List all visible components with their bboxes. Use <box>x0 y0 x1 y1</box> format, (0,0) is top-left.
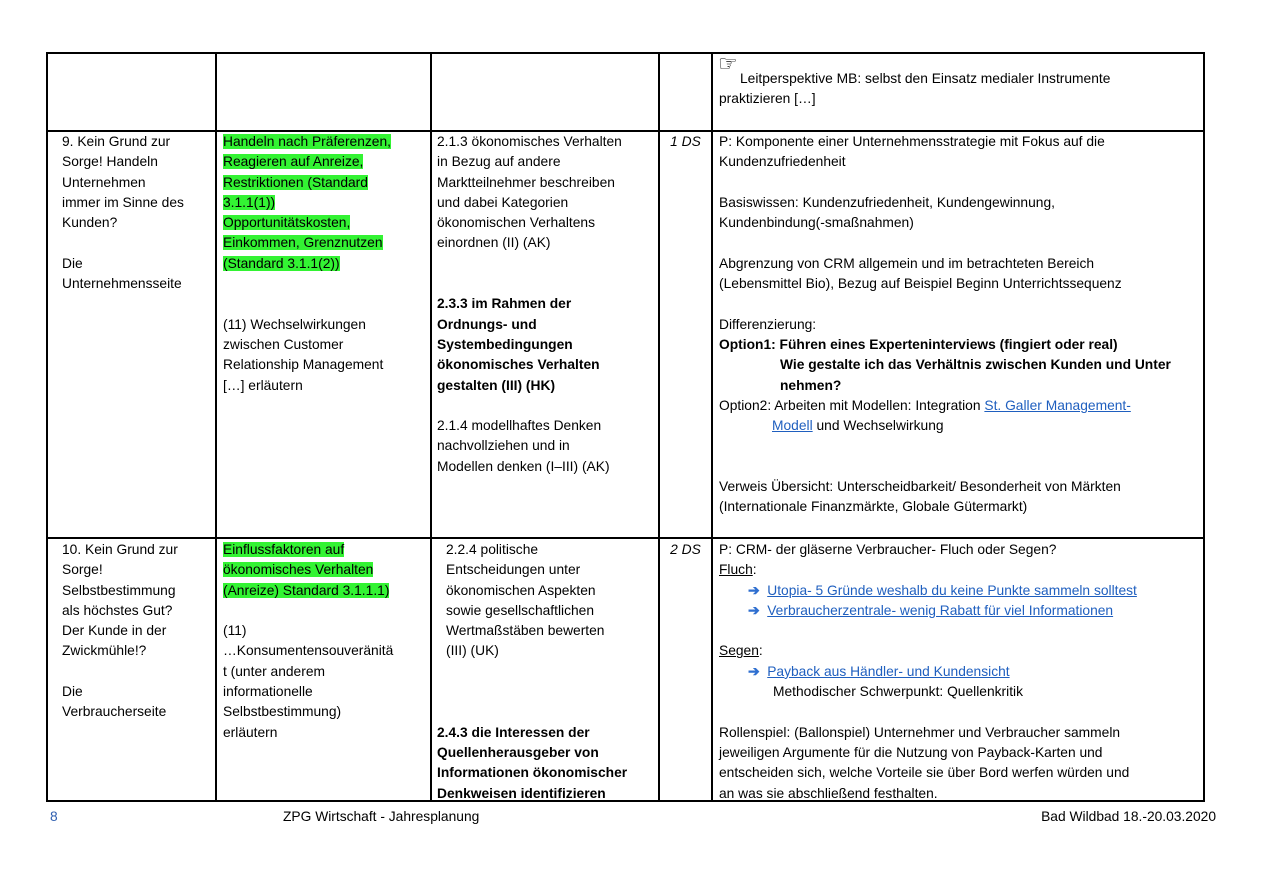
text-line <box>223 702 393 722</box>
text-line <box>719 662 1137 682</box>
text-span: …Konsumentensouveränitä <box>223 643 394 659</box>
planning-table <box>46 52 1205 802</box>
text-line <box>437 193 622 213</box>
text-span: jeweiligen Argumente für die Nutzung von Payback-Karten und <box>719 744 1103 760</box>
text-span: Quellenherausgeber von <box>437 744 599 760</box>
text-span: Einflussfaktoren auf <box>223 542 345 557</box>
text-span: (Standard 3.1.1(2)) <box>223 255 340 271</box>
text-line <box>437 254 622 274</box>
link[interactable]: Verbraucherzentrale- wenig Rabatt für viel Informationen <box>767 602 1114 618</box>
text-line <box>437 560 627 580</box>
row3-topic-cell <box>62 540 178 723</box>
text-line <box>223 213 391 233</box>
link[interactable]: Modell <box>772 418 813 434</box>
text-line <box>437 702 627 722</box>
text-span: Leitperspektive MB: selbst den Einsatz medialer Instrumente <box>740 71 1111 86</box>
text-line <box>223 173 391 193</box>
text-line <box>62 641 178 661</box>
text-line <box>719 763 1137 783</box>
text-span: als höchstes Gut? <box>62 602 173 618</box>
text-span: (11) Wechselwirkungen <box>223 316 366 332</box>
text-line <box>437 621 627 641</box>
text-span: erläutern <box>223 724 278 740</box>
text-span: informationelle <box>223 684 313 700</box>
text-line <box>437 152 622 172</box>
arrow-right-icon: ➔ <box>748 582 760 598</box>
text-line <box>719 641 1137 661</box>
text-span: Verbraucherseite <box>62 704 167 720</box>
row3-competencies-cell <box>437 540 627 804</box>
text-span: entscheiden sich, welche Vorteile sie über Bord werfen würden und <box>719 765 1130 781</box>
text-span: ökonomischen Verhaltens <box>437 215 595 231</box>
text-line <box>62 254 184 274</box>
row2-competencies-cell <box>437 132 622 477</box>
text-span: Selbstbestimmung <box>62 582 176 598</box>
row2-standards-cell <box>223 132 391 396</box>
text-line <box>223 193 391 213</box>
text-span: Entscheidungen unter <box>446 562 581 578</box>
text-span: 2.3.3 im Rahmen der <box>437 296 572 312</box>
text-line <box>437 784 627 804</box>
text-span: Option1: Führen eines Experteninterviews (fingiert oder real) <box>719 336 1118 352</box>
text-span: Verweis Übersicht: Unterscheidbarkeit/ Besonderheit von Märkten <box>719 479 1121 495</box>
text-span: ökonomisches Verhalten <box>437 357 600 373</box>
text-line <box>437 662 627 682</box>
text-span: praktizieren […] <box>719 91 816 107</box>
text-line <box>719 254 1171 274</box>
text-line <box>437 540 627 560</box>
text-span: Die <box>62 684 83 700</box>
text-span: Sorge! Handeln <box>62 154 158 170</box>
text-span: (III) (UK) <box>446 643 499 659</box>
text-line <box>719 69 1110 89</box>
text-line <box>437 335 622 355</box>
text-line <box>62 621 178 641</box>
link[interactable]: Utopia- 5 Gründe weshalb du keine Punkte sammeln solltest <box>767 582 1137 598</box>
text-line <box>437 601 627 621</box>
text-line <box>223 233 391 253</box>
text-line <box>719 416 1171 436</box>
text-line <box>62 213 184 233</box>
text-line <box>719 213 1171 233</box>
text-span: einordnen (II) (AK) <box>437 235 551 251</box>
text-span: sowie gesellschaftlichen <box>446 602 595 618</box>
text-span: Restriktionen (Standard <box>223 174 368 190</box>
text-line <box>719 682 1137 702</box>
text-span: nachvollziehen und in <box>437 438 570 454</box>
text-span: Kunden? <box>62 215 118 231</box>
text-span: immer im Sinne des <box>62 194 184 210</box>
text-line <box>719 723 1137 743</box>
text-span: Die <box>62 255 83 271</box>
text-line <box>437 682 627 702</box>
text-span: Relationship Management <box>223 357 384 373</box>
text-span: P: Komponente einer Unternehmensstrategie mit Fokus auf die <box>719 134 1105 149</box>
text-line <box>719 376 1171 396</box>
text-line <box>719 355 1171 375</box>
row1-right-cell <box>719 69 1110 110</box>
text-line <box>223 274 391 294</box>
text-line <box>62 173 184 193</box>
text-line <box>719 89 1110 109</box>
text-line <box>660 540 711 560</box>
text-line <box>719 601 1137 621</box>
text-line <box>62 702 178 722</box>
text-span: : <box>758 643 763 659</box>
footer-location-date: Bad Wildbad 18.-20.03.2020 <box>1041 809 1216 824</box>
text-line <box>223 682 393 702</box>
text-span: Informationen ökonomischer <box>437 765 628 781</box>
text-span: Zwickmühle!? <box>62 643 147 659</box>
text-line <box>719 497 1171 517</box>
text-line <box>719 621 1137 641</box>
text-line <box>223 355 391 375</box>
text-line <box>62 233 184 253</box>
text-span: […] erläutern <box>223 377 303 393</box>
text-line <box>62 560 178 580</box>
text-span: Opportunitätskosten, <box>223 215 351 231</box>
text-line <box>719 560 1137 580</box>
text-span: in Bezug auf andere <box>437 154 561 170</box>
text-line <box>62 152 184 172</box>
text-line <box>719 457 1171 477</box>
text-line <box>719 702 1137 722</box>
text-line <box>719 784 1137 804</box>
text-line <box>223 560 393 580</box>
text-span: Wie gestalte ich das Verhältnis zwischen Kunden und Unter <box>780 357 1171 373</box>
text-line <box>719 193 1171 213</box>
text-line <box>719 436 1171 456</box>
text-line <box>437 294 622 314</box>
link[interactable]: Payback aus Händler- und Kundensicht <box>767 663 1010 679</box>
text-line <box>223 376 391 396</box>
text-span: Modellen denken (I–III) (AK) <box>437 458 610 474</box>
text-span: 2.2.4 politische <box>446 542 539 557</box>
text-span: gestalten (III) (HK) <box>437 377 556 393</box>
text-line <box>62 662 178 682</box>
text-span: Unternehmensseite <box>62 276 182 292</box>
text-span: und dabei Kategorien <box>437 194 569 210</box>
text-line <box>437 581 627 601</box>
text-span: 2.1.4 modellhaftes Denken <box>437 418 602 434</box>
text-line <box>437 173 622 193</box>
text-span: (Anreize) Standard 3.1.1.1) <box>223 582 390 598</box>
text-line <box>62 274 184 294</box>
text-line <box>437 376 622 396</box>
text-line <box>437 213 622 233</box>
text-line <box>719 335 1171 355</box>
text-line <box>719 132 1171 152</box>
text-span: Marktteilnehmer beschreiben <box>437 174 615 190</box>
text-span: (Internationale Finanzmärkte, Globale Gütermarkt) <box>719 499 1028 515</box>
text-line <box>437 641 627 661</box>
text-line <box>437 416 622 436</box>
text-span: ökonomisches Verhalten <box>223 562 374 578</box>
text-line <box>223 152 391 172</box>
text-line <box>223 254 391 274</box>
text-span: Fluch <box>719 562 753 578</box>
text-line <box>437 132 622 152</box>
text-span: nehmen? <box>780 377 842 393</box>
text-span: Reagieren auf Anreize, <box>223 154 364 170</box>
text-line <box>437 233 622 253</box>
text-span: ökonomischen Aspekten <box>446 582 596 598</box>
text-span: 1 DS <box>670 134 701 149</box>
text-line <box>437 355 622 375</box>
text-span: Der Kunde in der <box>62 623 167 639</box>
text-span: Sorge! <box>62 562 103 578</box>
text-line <box>719 477 1171 497</box>
text-line <box>437 274 622 294</box>
text-span: Option2: Arbeiten mit Modellen: Integration <box>719 397 985 413</box>
text-line <box>223 662 393 682</box>
text-span: Basiswissen: Kundenzufriedenheit, Kundengewinnung, <box>719 194 1055 210</box>
text-line <box>719 396 1171 416</box>
text-span: Wertmaßstäben bewerten <box>446 623 605 639</box>
text-line <box>62 601 178 621</box>
text-span: Abgrenzung von CRM allgemein und im betrachteten Bereich <box>719 255 1095 271</box>
text-span: P: CRM- der gläserne Verbraucher- Fluch oder Segen? <box>719 542 1057 557</box>
text-line <box>719 173 1171 193</box>
row2-notes-cell <box>719 132 1171 518</box>
text-span: Einkommen, Grenznutzen <box>223 235 383 251</box>
text-line <box>223 621 393 641</box>
text-line <box>223 540 393 560</box>
text-span: Denkweisen identifizieren <box>437 785 606 801</box>
text-line <box>719 315 1171 335</box>
text-line <box>223 294 391 314</box>
text-line <box>437 457 622 477</box>
text-line <box>223 601 393 621</box>
text-span: (Lebensmittel Bio), Bezug auf Beispiel Beginn Unterrichtssequenz <box>719 276 1122 292</box>
text-line <box>223 581 393 601</box>
text-line <box>719 274 1171 294</box>
text-line <box>223 315 391 335</box>
arrow-right-icon: ➔ <box>748 663 760 679</box>
text-line <box>223 335 391 355</box>
text-span: Systembedingungen <box>437 336 573 352</box>
text-span: Handeln nach Präferenzen, <box>223 134 391 149</box>
text-line <box>223 641 393 661</box>
text-line <box>62 682 178 702</box>
row2-topic-cell <box>62 132 184 294</box>
text-span: (11) <box>223 623 247 639</box>
text-span: Selbstbestimmung) <box>223 704 342 720</box>
text-span: 2.1.3 ökonomisches Verhalten <box>437 134 622 149</box>
text-span: : <box>752 562 757 578</box>
row2-duration-cell <box>660 132 711 152</box>
text-line <box>719 233 1171 253</box>
text-line <box>437 396 622 416</box>
text-line <box>719 294 1171 314</box>
link[interactable]: St. Galler Management- <box>984 397 1131 413</box>
text-line <box>437 723 627 743</box>
text-line <box>437 436 622 456</box>
text-span: an was sie abschließend festhalten. <box>719 785 938 801</box>
text-line <box>223 132 391 152</box>
row3-standards-cell <box>223 540 393 743</box>
text-span: und Wechselwirkung <box>812 418 944 434</box>
text-line <box>437 743 627 763</box>
text-span: t (unter anderem <box>223 663 325 679</box>
text-span: 2 DS <box>670 542 701 557</box>
text-span: 3.1.1(1)) <box>223 194 276 210</box>
text-line <box>719 152 1171 172</box>
pointing-hand-icon: ☞ <box>718 51 738 76</box>
text-line <box>719 743 1137 763</box>
footer-title: ZPG Wirtschaft - Jahresplanung <box>283 809 480 824</box>
arrow-right-icon: ➔ <box>748 602 760 618</box>
text-line <box>62 193 184 213</box>
text-span: Rollenspiel: (Ballonspiel) Unternehmer und Verbraucher sammeln <box>719 724 1121 740</box>
text-span: Ordnungs- und <box>437 316 537 332</box>
text-line <box>223 723 393 743</box>
text-span: Segen <box>719 643 759 659</box>
text-span: 2.4.3 die Interessen der <box>437 724 590 740</box>
text-span: Methodischer Schwerpunkt: Quellenkritik <box>773 684 1023 700</box>
row3-duration-cell <box>660 540 711 560</box>
text-line <box>660 132 711 152</box>
text-span: Unternehmen <box>62 174 146 190</box>
text-span: Kundenbindung(-smaßnahmen) <box>719 215 914 231</box>
page-number: 8 <box>50 809 58 824</box>
text-line <box>62 132 184 152</box>
text-line <box>719 540 1137 560</box>
text-line <box>437 315 622 335</box>
text-line <box>62 540 178 560</box>
text-span: Kundenzufriedenheit <box>719 154 846 170</box>
row3-notes-cell <box>719 540 1137 804</box>
text-span: zwischen Customer <box>223 336 344 352</box>
text-span: Differenzierung: <box>719 316 817 332</box>
text-span: 10. Kein Grund zur <box>62 542 178 557</box>
text-line <box>719 581 1137 601</box>
text-span: 9. Kein Grund zur <box>62 134 171 149</box>
text-line <box>62 581 178 601</box>
text-line <box>437 763 627 783</box>
